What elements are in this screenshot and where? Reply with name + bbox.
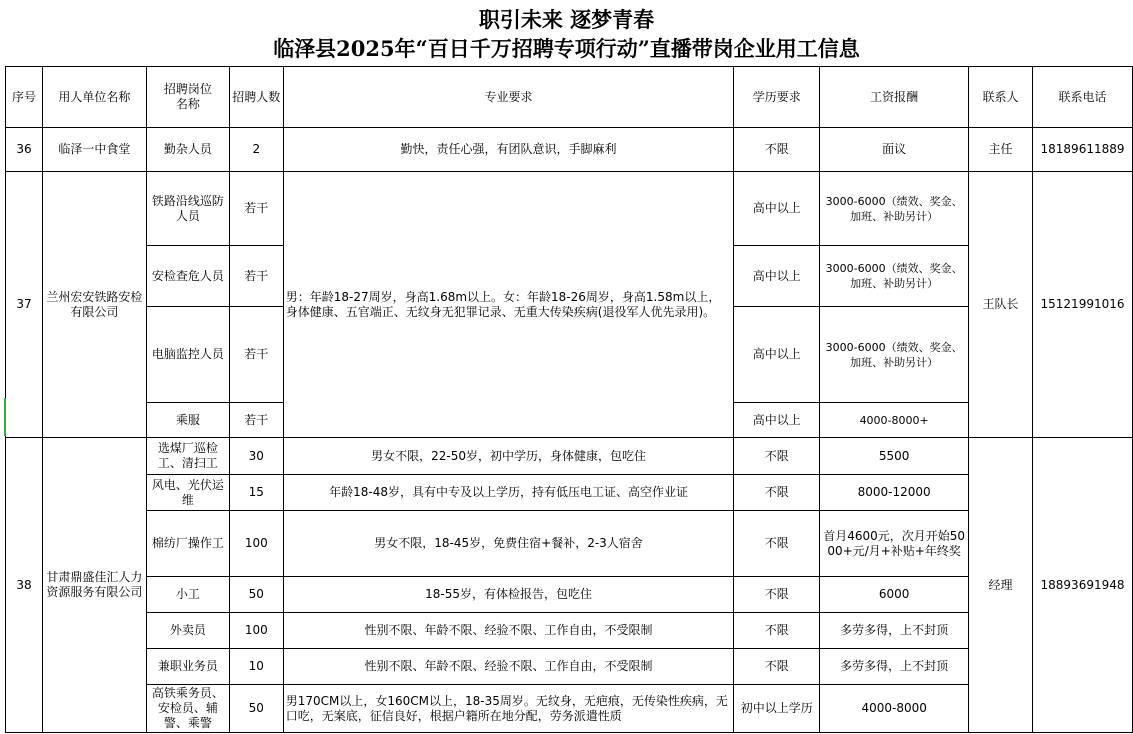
table-row	[6, 475, 1133, 511]
requirements-cell: 男170CM以上，女160CM以上，18-35周岁。无纹身，无疤痕，无传染性疾病，无口吃，无案底，征信良好，根据户籍所在地分配，劳务派遣性质	[283, 685, 734, 733]
header-position-line1: 招聘岗位	[163, 82, 212, 96]
position-cell: 安检查危人员	[146, 246, 229, 307]
phone-cell: 15121991016	[1033, 172, 1133, 438]
table-row	[6, 172, 1133, 246]
table-row	[6, 613, 1133, 649]
salary-cell: 5500	[820, 438, 969, 475]
salary-cell: 面议	[820, 128, 969, 172]
salary-cell: 4000-8000+	[820, 403, 969, 438]
table-row	[6, 685, 1133, 733]
position-cell: 兼职业务员	[146, 649, 229, 685]
phone-cell: 18189611889	[1033, 128, 1133, 172]
contact-cell: 经理	[969, 438, 1033, 733]
requirements-cell: 男女不限，22-50岁，初中学历，身体健康，包吃住	[283, 438, 734, 475]
count-cell: 15	[229, 475, 283, 511]
count-cell: 若干	[229, 307, 283, 403]
requirements-cell: 男：年龄18-27周岁，身高1.68m以上。女：年龄18-26周岁，身高1.58m以上，身体健康、五官端正、无纹身无犯罪记录、无重大传染疾病(退役军人优先录用)。	[283, 172, 734, 438]
count-cell: 30	[229, 438, 283, 475]
count-cell: 50	[229, 685, 283, 733]
position-cell: 小工	[146, 577, 229, 613]
title-line-1: 职引未来 逐梦青春	[478, 7, 655, 32]
contact-cell: 主任	[969, 128, 1033, 172]
requirements-cell: 男女不限，18-45岁，免费住宿+餐补，2-3人宿舍	[283, 511, 734, 577]
selection-marker	[4, 398, 6, 436]
header-company: 用人单位名称	[42, 67, 146, 128]
count-cell: 100	[229, 511, 283, 577]
education-cell: 不限	[734, 577, 820, 613]
position-cell: 高铁乘务员、安检员、辅警、乘警	[146, 685, 229, 733]
education-cell: 不限	[734, 511, 820, 577]
position-cell: 勤杂人员	[146, 128, 229, 172]
header-contact: 联系人	[969, 67, 1033, 128]
count-cell: 50	[229, 577, 283, 613]
education-cell: 不限	[734, 613, 820, 649]
header-count: 招聘人数	[229, 67, 283, 128]
position-cell: 乘服	[146, 403, 229, 438]
education-cell: 高中以上	[734, 307, 820, 403]
salary-cell: 4000-8000	[820, 685, 969, 733]
seq-cell: 36	[6, 128, 43, 172]
title-line-2: 临泽县2025年“百日千万招聘专项行动”直播带岗企业用工信息	[273, 36, 860, 61]
requirements-cell: 性别不限、年龄不限、经验不限、工作自由，不受限制	[283, 613, 734, 649]
table-row	[6, 649, 1133, 685]
salary-cell: 8000-12000	[820, 475, 969, 511]
position-cell: 棉纺厂操作工	[146, 511, 229, 577]
job-table	[5, 66, 1133, 733]
table-row	[6, 511, 1133, 577]
salary-cell: 6000	[820, 577, 969, 613]
company-cell: 兰州宏安铁路安检有限公司	[42, 172, 146, 438]
table-row	[6, 128, 1133, 172]
education-cell: 不限	[734, 475, 820, 511]
education-cell: 高中以上	[734, 172, 820, 246]
contact-cell: 王队长	[969, 172, 1033, 438]
position-cell: 风电、光伏运维	[146, 475, 229, 511]
header-position-line2: 名称	[175, 97, 200, 111]
education-cell: 高中以上	[734, 246, 820, 307]
position-cell: 铁路沿线巡防人员	[146, 172, 229, 246]
count-cell: 若干	[229, 172, 283, 246]
table-row	[6, 577, 1133, 613]
requirements-cell: 勤快，责任心强，有团队意识，手脚麻利	[283, 128, 734, 172]
requirements-cell: 性别不限、年龄不限、经验不限、工作自由，不受限制	[283, 649, 734, 685]
position-cell: 电脑监控人员	[146, 307, 229, 403]
count-cell: 10	[229, 649, 283, 685]
header-education: 学历要求	[734, 67, 820, 128]
table-header-row	[6, 67, 1133, 128]
salary-cell: 3000-6000（绩效、奖金、加班、补助另计）	[820, 172, 969, 246]
salary-cell: 首月4600元，次月开始5000+元/月+补贴+年终奖	[820, 511, 969, 577]
count-cell: 2	[229, 128, 283, 172]
seq-cell: 37	[6, 172, 43, 438]
header-salary: 工资报酬	[820, 67, 969, 128]
salary-cell: 3000-6000（绩效、奖金、加班、补助另计）	[820, 246, 969, 307]
education-cell: 不限	[734, 438, 820, 475]
position-cell: 选煤厂巡检工、清扫工	[146, 438, 229, 475]
table-row	[6, 438, 1133, 475]
position-cell: 外卖员	[146, 613, 229, 649]
header-requirements: 专业要求	[283, 67, 734, 128]
education-cell: 高中以上	[734, 403, 820, 438]
header-phone: 联系电话	[1033, 67, 1133, 128]
education-cell: 不限	[734, 128, 820, 172]
education-cell: 不限	[734, 649, 820, 685]
company-cell: 甘肃鼎盛佳汇人力资源服务有限公司	[42, 438, 146, 733]
header-seq: 序号	[6, 67, 43, 128]
seq-cell: 38	[6, 438, 43, 733]
header-position	[146, 67, 229, 128]
company-cell: 临泽一中食堂	[42, 128, 146, 172]
requirements-cell: 年龄18-48岁，具有中专及以上学历，持有低压电工证、高空作业证	[283, 475, 734, 511]
requirements-cell: 18-55岁，有体检报告，包吃住	[283, 577, 734, 613]
salary-cell: 多劳多得，上不封顶	[820, 613, 969, 649]
count-cell: 100	[229, 613, 283, 649]
education-cell: 初中以上学历	[734, 685, 820, 733]
count-cell: 若干	[229, 246, 283, 307]
phone-cell: 18893691948	[1033, 438, 1133, 733]
salary-cell: 多劳多得，上不封顶	[820, 649, 969, 685]
count-cell: 若干	[229, 403, 283, 438]
salary-cell: 3000-6000（绩效、奖金、加班、补助另计）	[820, 307, 969, 403]
